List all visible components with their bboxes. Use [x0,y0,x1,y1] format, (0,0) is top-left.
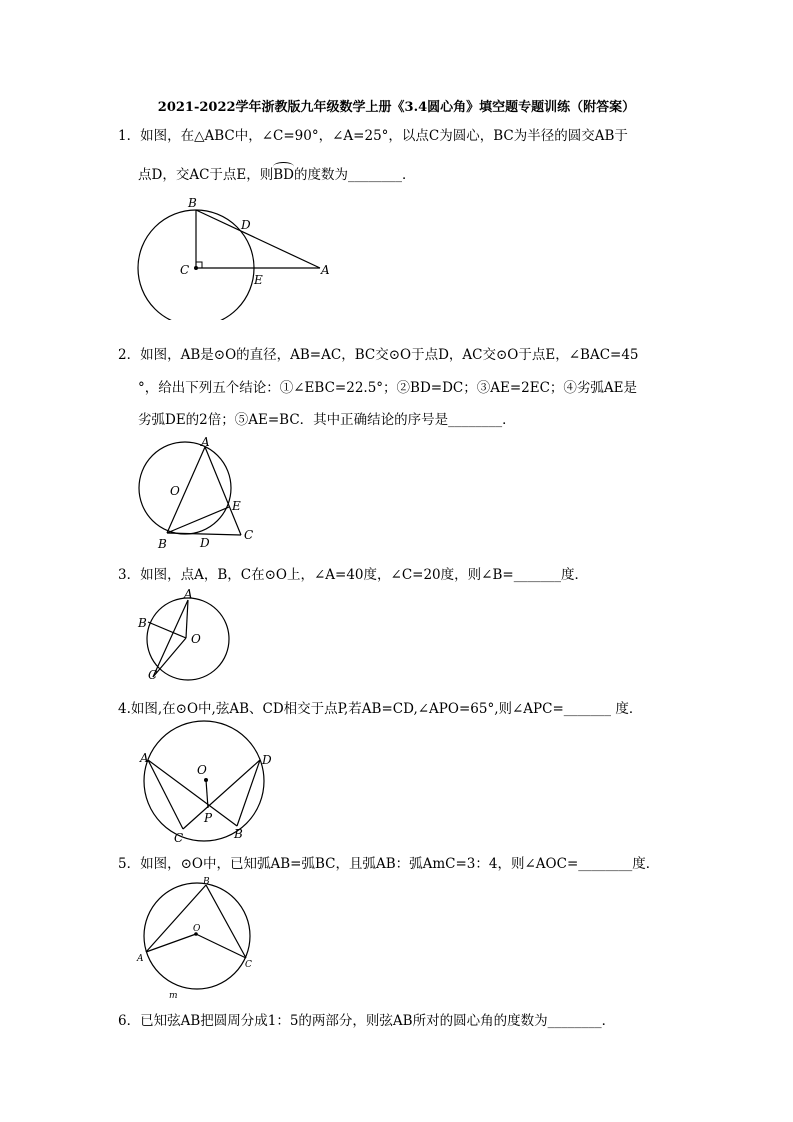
label-d: D [200,536,210,550]
page-title: 2021-2022学年浙教版九年级数学上册《3.4圆心角》填空题专题训练（附答案） [157,100,636,115]
q4-line1: 4.如图,在⊙O中,弦AB、CD相交于点P,若AB=CD,∠APO=65°,则∠APC=_______ 度． [118,701,643,717]
label-m: m [169,991,178,1001]
label-o: O [191,632,201,646]
label-d: D [262,753,272,767]
label-a: A [140,751,149,765]
label-b: B [158,537,167,551]
label-c: C [245,960,252,970]
q2-figure [130,432,280,552]
label-o: O [170,484,180,498]
label-a: A [184,587,193,601]
label-a: A [201,435,210,449]
arc-bd: BD [273,167,295,183]
label-c: C [180,263,190,277]
label-b: B [203,877,210,887]
label-b: B [138,616,147,630]
q1-line2: 点D，交AC于点E，则BD的度数为________． [138,167,416,183]
q3-line1: 3．如图，点A，B，C在⊙O上，∠A=40度，∠C=20度，则∠B=_______度． [118,567,588,583]
q1-figure [130,194,340,320]
q2-line1: 2．如图，AB是⊙O的直径，AB=AC，BC交⊙O于点D，AC交⊙O于点E，∠BAC=45 [118,347,639,363]
label-c: C [244,528,254,542]
label-e: E [232,499,241,513]
label-c: C [148,668,158,682]
label-a: A [321,263,330,277]
label-c: C [174,831,184,845]
label-b: B [234,827,243,841]
label-b: B [188,196,197,210]
q2-line3: 劣弧DE的2倍；⑤AE=BC．其中正确结论的序号是________． [138,412,516,428]
q2-line2: °，给出下列五个结论：①∠EBC=22.5°；②BD=DC；③AE=2EC；④劣弧AE是 [138,380,638,396]
q4-figure [136,718,286,846]
q1-line1: 1．如图，在△ABC中，∠C=90°，∠A=25°，以点C为圆心，BC为半径的圆交AB于 [118,128,628,144]
q6-line1: 6．已知弦AB把圆周分成1：5的两部分，则弦AB所对的圆心角的度数为________． [118,1013,616,1029]
label-o: O [197,763,207,777]
q5-line1: 5．如图，⊙O中，已知弧AB=弧BC，且弧AB：弧AmC=3：4，则∠AOC=________度． [118,856,660,872]
q3-figure [130,586,240,686]
label-d: D [241,218,251,232]
label-o: O [193,924,201,934]
label-a: A [137,954,144,964]
label-e: E [254,273,263,287]
q5-figure [134,874,264,1002]
label-p: P [204,811,213,825]
